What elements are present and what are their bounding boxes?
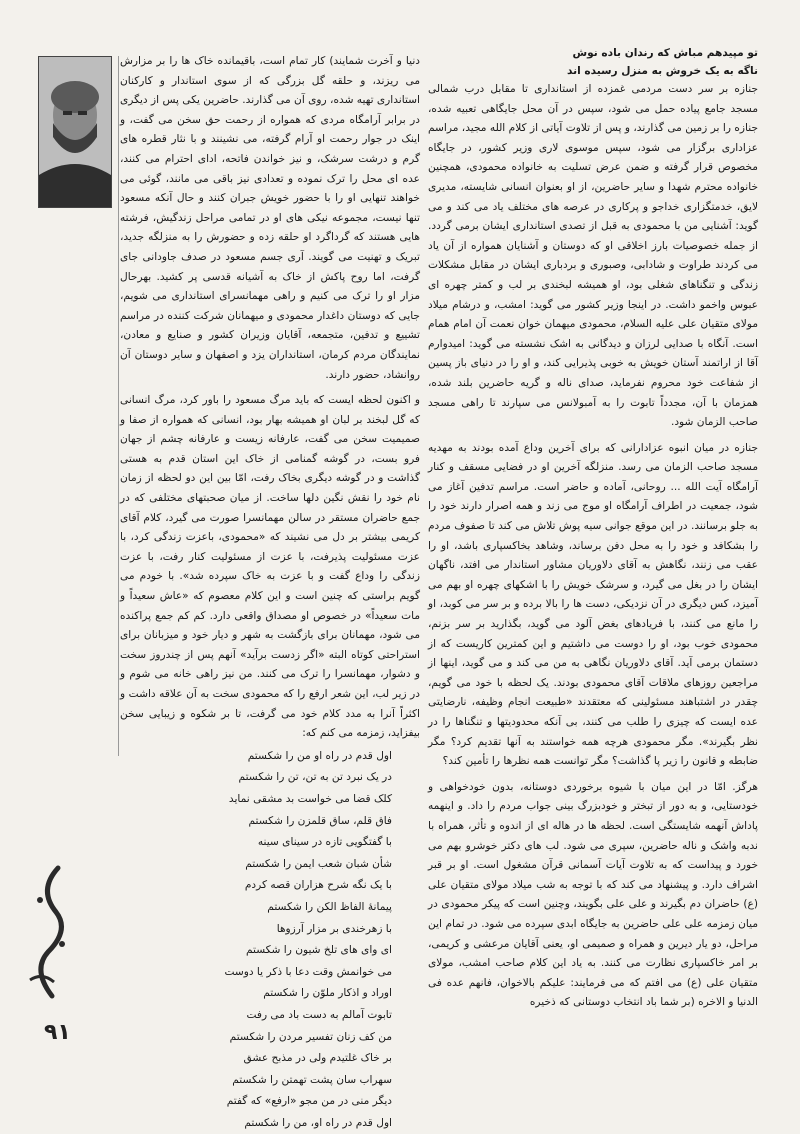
- poem-line: من کف زنان تفسیر مردن را شکستم: [229, 1030, 392, 1043]
- poem-line: پیمانهٔ الفاظ الکن را شکستم: [267, 900, 392, 913]
- author-photo: [38, 56, 112, 208]
- page-number: ۹۱: [44, 1020, 71, 1045]
- poem-line: اول قدم در راه او من را شکستم: [247, 749, 392, 762]
- paragraph: دنیا و آخرت شمایند) کار تمام است، باقیمانده خاک ها را بر مزارش می ریزند، و حلقه گل بزرگی که از سوی استاندار و کارکنان استانداری تهیه شده، روی آن می گذارند. حاضرین یکی پس از دیگری در برابر آرامگاه مردی که همواره از رحمت حق سخن می گفت، و اینک در جوار رحمت او آرام گرفته، می نشینند و با نثار قطره های گرم و درشت سرشک، و نیز خواندن فاتحه، ادای احترام می کنند، عده ای محل را ترک نموده و تعدادی نیز باقی می مانند، گوئی می خواهند تنهایی او را با حضور خویش جبران کنند و حال آنکه مسعود تنها نیست، مجموعه نیکی های او در تمامی مراحل زندگیش، فرشته هایی هستند که گرداگرد او حلقه زده و حضورش را به منزلگه جدید، تبریک و تهنیت می گویند. آری جسم مسعود در صدف جاودانی جای گرفت، اما روح پاکش از خاک به آشیانه قدسی پر کشید. بهرحال مزار او را ترک می کنیم و راهی مهمانسرای استانداری می شویم، جایی که دوستان داغدار محمودی و میهمانان شرکت کننده در مراسم تشییع و تدفین، متجمعه، آقایان وزیران کشور و صنایع و معادن، نمایندگان مردم کرمان، استانداران یزد و اصفهان و سایر دوستان آن روانشاد، حضور دارند.: [120, 55, 420, 381]
- right-column: [428, 44, 758, 1084]
- poem-line: ای وای های تلخ شیون را شکستم: [245, 944, 392, 957]
- poem-line: سهراب سان پشت تهمتن را شکستم: [232, 1073, 392, 1086]
- poem-line: دیگر منی در من مجو «ارفع» که گفتم: [226, 1095, 392, 1108]
- poem-line: بر خاک غلتیدم ولی در مذبح عشق: [243, 1052, 392, 1065]
- poem-line: کلک قضا می خواست بد مشقی نماید: [228, 792, 392, 805]
- poem-line: اول قدم در راه او، من را شکستم: [244, 1116, 392, 1129]
- poem-line: تابوت آمالم به دست باد می رفت: [246, 1008, 392, 1021]
- portrait-image: [39, 57, 111, 207]
- paragraph: جنازه بر سر دست مردمی غمزده از استانداری تا مقابل درب شمالی مسجد جامع پیاده حمل می شود، سپس در آن محل جایگاهی تعبیه شده، جنازه را بر زمین می گذارند، و پس از تلاوت آیاتی از کلام الله مجید، مراسم عزاداری برگزار می شود، سپس موسوی لاری وزیر کشور، در جایگاه مخصوص قرار گرفته و ضمن عرض تسلیت به خانواده محمودی، همچنین خانواده محترم شهدا و سایر حاضرین، از او بعنوان انسانی شایسته، مدیری لایق، خدمتگزاری خداجو و پرکاری در عرصه های مختلف یاد می کند و می گوید: آشنایی من با محمودی به قبل از تصدی استانداری ایشان برمی گردد. از جمله خصوصیات بارز اخلاقی او که دوستان و آشنایان همواره از آن یاد می کردند طراوت و شادابی، وصبوری و بردباری ایشان در مقابل مشکلات زندگی و تنگناهای شغلی بود، او همیشه لبخندی بر لب و کمتر چهره ای عبوس واخمو داشت. در اینجا وزیر کشور می گوید: امشب، و درشام میلاد مولای متقیان علی علیه السلام، محمودی میهمان خوان نعمت آن امام همام است. آنگاه با صدایی لرزان و دیدگانی به اشک نشسته می گوید: امیدوارم آقا از اراتمند آستان خویش به خوبی پذیرایی کند، و او را در دنیای باز پسین از شفاعت خود محروم نفرماید، صدای ناله و گریه حاضرین بلند شده، همزمان با آن، مجدداً تابوت را به آمبولانس می سپارند تا راهی مسجد صاحب الزمان شود.: [428, 83, 758, 429]
- poem-line: فاق قلم، ساق قلمزن را شکستم: [248, 814, 392, 827]
- poem-line: با گفتگویی تازه در سینای سینه: [257, 836, 392, 849]
- opening-verse-1: تو مپیدهم مباش که رندان باده نوش: [572, 47, 758, 59]
- poem-line: در یک نبرد تن به تن، تن را شکستم: [238, 771, 392, 784]
- kerman-logo-icon: [18, 860, 78, 1010]
- poem-line: می خوانمش وقت دعا با ذکر یا دوست: [224, 965, 392, 978]
- poem-line: با زهرخندی بر مزار آرزوها: [276, 922, 392, 935]
- poem-line: اوراد و اذکار ملوّن را شکستم: [263, 987, 392, 1000]
- opening-verse-2: ناگه به یک خروش به منزل رسیده اند: [566, 65, 758, 77]
- poem-line: با یک نگه شرح هزاران قصه کردم: [244, 879, 392, 892]
- left-column: [120, 52, 420, 1129]
- paragraph: و اکنون لحظه ایست که باید مرگ مسعود را باور کرد، مرگ انسانی که گل لبخند بر لبان او همیشه بهار بود، انسانی که همواره از صفا و صمیمیت سخن می گفت، عارفانه زیست و عارفانه چشم از جهان فرو بست، در گوشه گمنامی از خاک این استان قدم به هستی گذاشت و در گوشه دیگری بخاک رفت، امّا بین این دو لحظه از زمان نام خود را نقش نگین دلها ساخت. از میان صحبتهای مختلفی که در جمع حاضران مستقر در سالن مهمانسرا صورت می گیرد، کلام آقای کریمی بیشتر بر دل می نشیند که «محمودی، باعزت زندگی کرد، با عزت مسئولیت پذیرفت، با عزت از مسئولیت کنار رفت، با عزت زندگی را وداع گفت و با عزت به خاک سپرده شد». با خودم می گویم براستی که چنین است و این کلام معصوم که «عاش سعیداً و مات سعیداً» در خصوص او مصداق واقعی دارد. کم کم جمع پراکنده می شود، مهمانان برای بازگشت به شهر و دیار خود و میزبانان برای استراحتی کوتاه البته «اگر زدست برآید» آنهم پس از چندروز سخت و دشوار، مهمانسرا را ترک می کنند. من نیز راهی خانه می شوم و در زیر لب، این شعر ارفع را که محمودی سخت به آن علاقه داشت و اکثراً آنرا به مدد کلام خود می گرفت، تا بر شکوه و زیبایی سخن بیفزاید، زمزمه می کنم که:: [120, 394, 420, 740]
- paragraph: جنازه در میان انبوه عزادارانی که برای آخرین وداع آمده بودند به مهدیه مسجد صاحب الزمان می رسد. منزلگه آخرین او در فضایی مسقف و کنار آرامگاه آیت الله ... روحانی، آماده و حاضر است. مراسم تدفین آغاز می شود، جمعیت در اطراف آرامگاه او موج می زند و همه اصرار دارند خود را به جلو برسانند. در این موقع جوانی سیه پوش تلاش می کند تا صفوف مردم را بشکافد و خود را به محل دفن برساند، وشاهد بخاکسپاری باشد، او را عقب می زنند، نگاهش به آقای دلاوریان مشاور استاندار می افتد، ناگهان ایشان را در بغل می گیرد، و سرشک خویش را با اشکهای چهره او بهم می آمیزد، کس دیگری در آن نزدیکی، دست ها را بالا برده و بر سر می کوبد، او را مانع می کنند، با فریادهای بغض آلود می گوید، بگذارید بر سر بزنم، محمودی خوب بود، او را دوست می داشتیم و این کمترین کاریست که از دستمان برمی آید. آقای دلاوریان نگاهی به من می کند و می گوید، اینها از مراجعین روزهای ملاقات آقای محمودی بودند. یک لحظه با خود می گویم، چقدر در اشتباهند مسئولینی که معتقدند «طبیعت انجام وظیفه، نارضایتی عده ایست که چیزی را طلب می کنند، بی آنکه محدودیتها و تنگناها را در نظر بگیرند». مگر محمودی هرچه همه خواستند به آنها تقدیم کرد؟ مگر ضابطه و قانون را زیر پا گذاشت؟ مگر توانست همه نظرها را تأمین کند؟: [428, 441, 758, 768]
- poem-line: شأن شبان شعب ایمن را شکستم: [245, 857, 392, 870]
- paragraph: هرگز. امّا در این میان با شیوه برخوردی دوستانه، بدون خودخواهی و خودستایی، و به دور از تبختر و خودبزرگ بینی جواب مردم را داد. و اینهمه پاداش آنهمه شایستگی است. لحظه ها در هاله ای از اندوه و تأثر، همراه با ندبه واشک و ناله حاضرین، سپری می شود. لب های دکتر خوشرو بهم می خورد و پیداست که به تلاوت آیات آسمانی قرآن مشغول است. او بر قبر اشراف دارد. و پیشنهاد می کند که با توجه به شب میلاد مولای متقیان علی (ع) حاضران دم بگیرند و علی علی بگویند، وچنین است که پیکر محمودی در میان زمزمه علی علی حاضرین به جایگاه ابدی سپرده می شود. در تمام این مراحل، دو یار دیرین و همراه و صمیمی او، یعنی آقایان مرعشی و کریمی، بر امر خاکسپاری نظارت می کنند. به یاد این کلام صاحب امشب، مولای متقیان علی (ع) می افتم که می فرمایند: علیکم بالاخوان، فانهم عده فی الدنیا و الاخره (بر شما باد انتخاب دوستانی که ذخیره: [428, 780, 758, 1009]
- poem: [120, 746, 420, 1134]
- magazine-logo: [18, 860, 78, 1010]
- column-divider: [118, 56, 119, 756]
